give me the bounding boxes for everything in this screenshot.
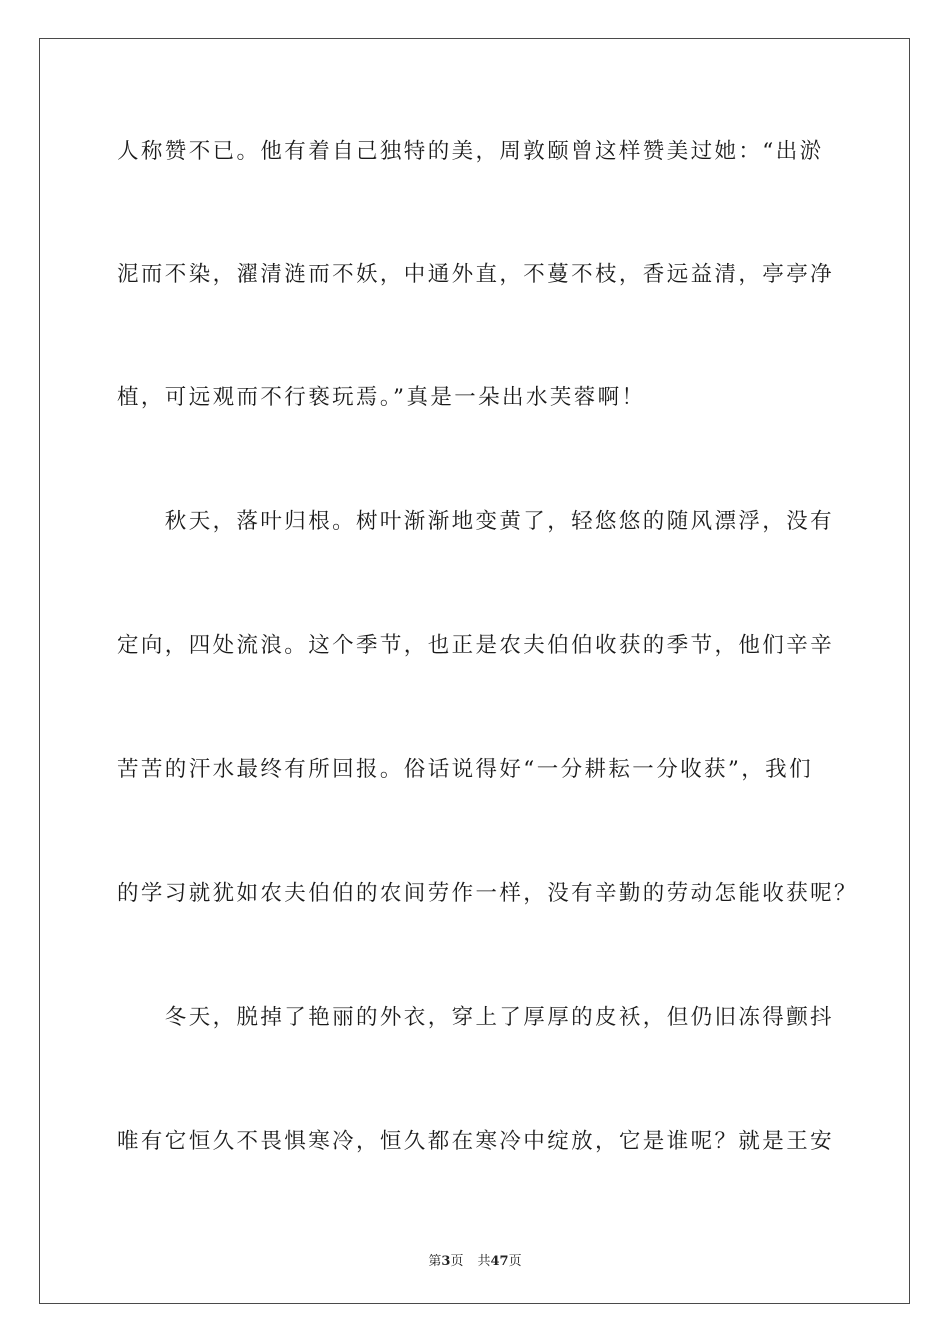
page-prefix: 第 [428, 1254, 442, 1269]
text-line: 泥而不染，濯清涟而不妖，中通外直，不蔓不枝，香远益清，亭亭净 [117, 262, 835, 287]
page-border [39, 38, 910, 1304]
text-line: 苦苦的汗水最终有所回报。俗话说得好“一分耕耘一分收获”，我们 [117, 757, 813, 782]
total-pages: 47 [490, 1254, 509, 1269]
text-line: 的学习就犹如农夫伯伯的农间劳作一样，没有辛勤的劳动怎能收获呢？ [117, 881, 858, 906]
text-line: 秋天，落叶归根。树叶渐渐地变黄了，轻悠悠的随风漂浮，没有 [117, 509, 835, 534]
text-line: 定向，四处流浪。这个季节，也正是农夫伯伯收获的季节，他们辛辛 [117, 633, 835, 658]
page-suffix: 页 [450, 1254, 464, 1269]
total-prefix: 共 [477, 1254, 491, 1269]
page-footer [0, 1250, 950, 1269]
text-line: 人称赞不已。他有着自己独特的美，周敦颐曾这样赞美过她：“出淤 [117, 139, 824, 164]
text-line: 冬天，脱掉了艳丽的外衣，穿上了厚厚的皮袄，但仍旧冻得颤抖 [117, 1005, 835, 1030]
total-suffix: 页 [508, 1254, 522, 1269]
page-number: 3 [441, 1254, 451, 1269]
text-line: 唯有它恒久不畏惧寒冷，恒久都在寒冷中绽放，它是谁呢？就是王安 [117, 1129, 835, 1154]
text-line: 植，可远观而不行亵玩焉。”真是一朵出水芙蓉啊！ [117, 385, 646, 410]
